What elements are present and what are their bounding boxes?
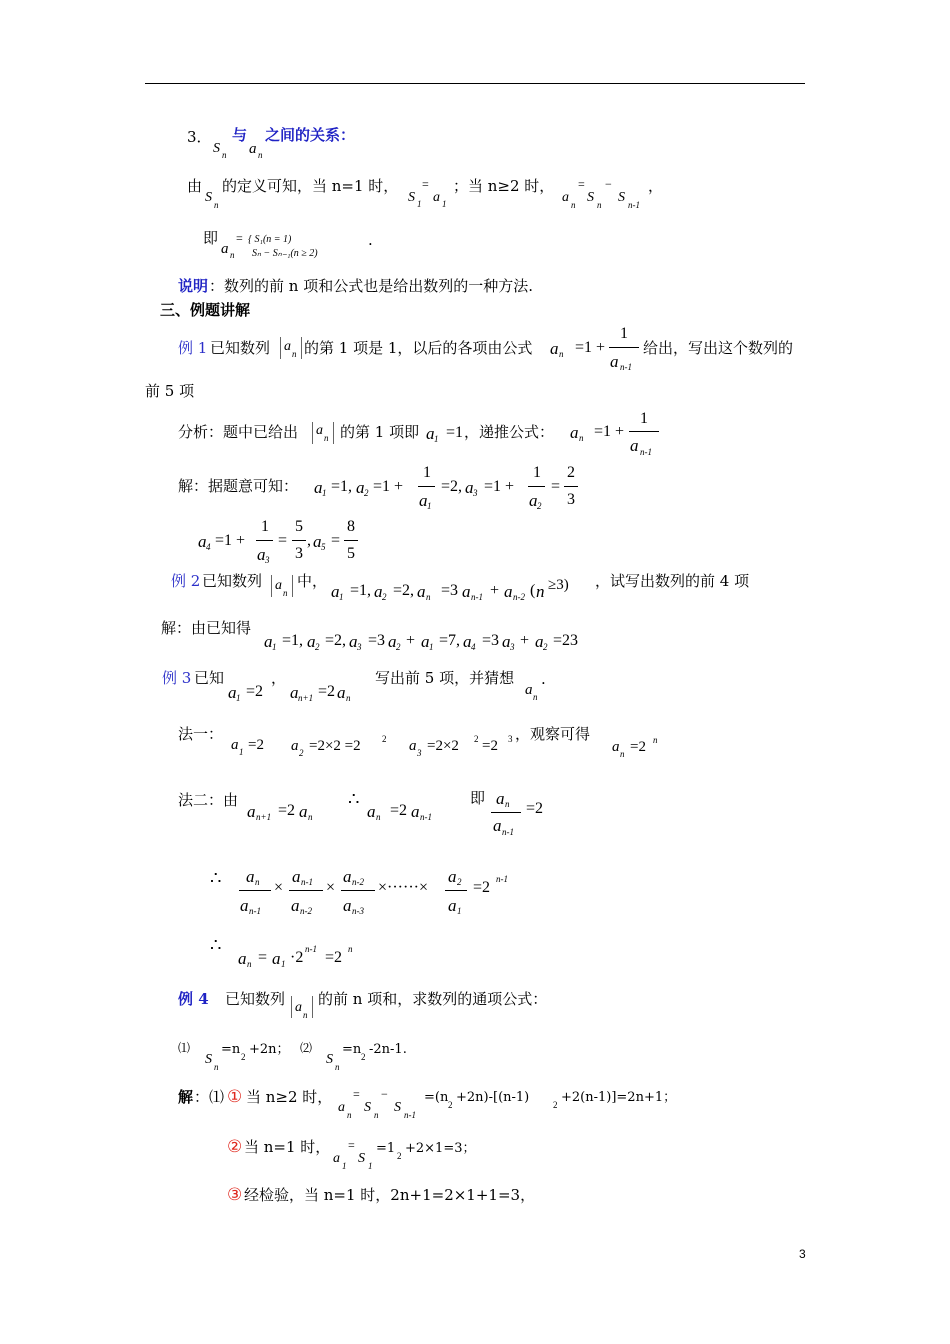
ex4-text1: 已知数列 [225,990,286,1008]
ex4-p2: ⑵ [300,1041,313,1055]
ex1-analysis1: 分析：题中已给出 [178,423,299,441]
def-mid2: ；当 n≥2 时， [453,177,555,195]
def-prefix: 由 [187,177,203,195]
ex2-text1: 已知数列 [202,572,263,590]
ex1-label: 例 1 [178,339,208,357]
ji-case2: Sₙ − Sₙ₋₁(n ≥ 2) [252,248,318,259]
ex1-sol: 解：据题意可知： [178,477,299,495]
circle-3: ③ [227,1185,243,1205]
ex3-label: 例 3 [162,669,192,687]
def-mid1: 的定义可知，当 n=1 时， [222,177,399,195]
note-text: ：数列的前 n 项和公式也是给出数列的一种方法. [209,277,533,295]
ex3-text4: . [541,670,546,688]
math-S: S [205,190,212,205]
ex1-text2: 的第 1 项是 1，以后的各项由公式 [304,339,533,357]
ex4-sol-label: 解 [178,1088,194,1106]
ex2-label: 例 2 [171,572,201,590]
ex1-text1: 已知数列 [210,339,271,357]
ji-prefix: 即 [203,229,219,247]
section-heading: 三、例题讲解 [160,301,251,319]
def-end: ， [648,177,664,195]
ex3-text3: 写出前 5 项，并猜想 [375,669,515,687]
ex4-p1f: =n [221,1042,241,1057]
ex4-c3t: 经检验，当 n=1 时，2n+1=2×1+1=3， [244,1186,536,1204]
ex3-method2: 法二：由 [178,791,239,809]
circle-2: ② [227,1137,243,1157]
ex2-text2: 中， [297,572,328,590]
therefore-symbol: ∴ [210,935,222,956]
ex4-c2g: +2×1=3； [405,1141,476,1156]
math-sub-n: n [222,150,227,160]
note-label: 说明 [178,277,209,295]
ex3-text1: 已知 [194,669,225,687]
ex3-method1b: ，观察可得 [515,725,591,743]
ex4-p2g: -2n-1. [369,1042,407,1057]
header-rule [145,83,805,84]
ex4-c1h: +2(n-1)]=2n+1； [561,1090,677,1105]
ex2-text3: ，试写出数列的前 4 项 [595,572,750,590]
therefore-symbol: ∴ [348,789,360,810]
ex2-sol: 解：由已知得 [161,619,252,637]
ex4-p1: ⑴ [178,1041,191,1055]
ex3-ji: 即 [470,789,486,807]
ex1-text3: 给出，写出这个数列的 [643,339,794,357]
page-number: 3 [799,1247,806,1261]
ex1-text4: 前 5 项 [145,382,195,400]
ji-end: . [368,231,373,249]
ex4-p1g: +2n； [249,1042,290,1057]
ex4-c2f: =1 [376,1141,396,1156]
ex4-c1t: 当 n≥2 时， [246,1088,333,1106]
math-a: a [249,141,257,157]
circle-1: ① [227,1087,243,1107]
ex4-c2t: 当 n=1 时， [244,1138,331,1156]
ex3-text2: ， [271,669,287,687]
math-S: S [213,141,220,156]
ex1-analysis2: 的第 1 项即 [340,423,420,441]
ex4-sol-prefix: ：⑴ [194,1088,225,1106]
section-and: 与 [232,126,248,144]
section-title: 之间的关系： [265,126,356,144]
ex4-label: 例 4 [178,990,209,1008]
ex1-analysis3: ，递推公式： [464,423,555,441]
ex3-method1: 法一： [178,725,224,743]
ex4-text2: 的前 n 项和，求数列的通项公式： [318,990,548,1008]
therefore-symbol: ∴ [210,868,222,889]
ex4-c1g: +2n)-[(n-1) [456,1090,530,1105]
ex4-p2f: =n [342,1042,362,1057]
ex4-c1f: =(n [424,1090,449,1105]
section-number: 3． [187,128,212,146]
math-sub-n: n [258,150,263,160]
